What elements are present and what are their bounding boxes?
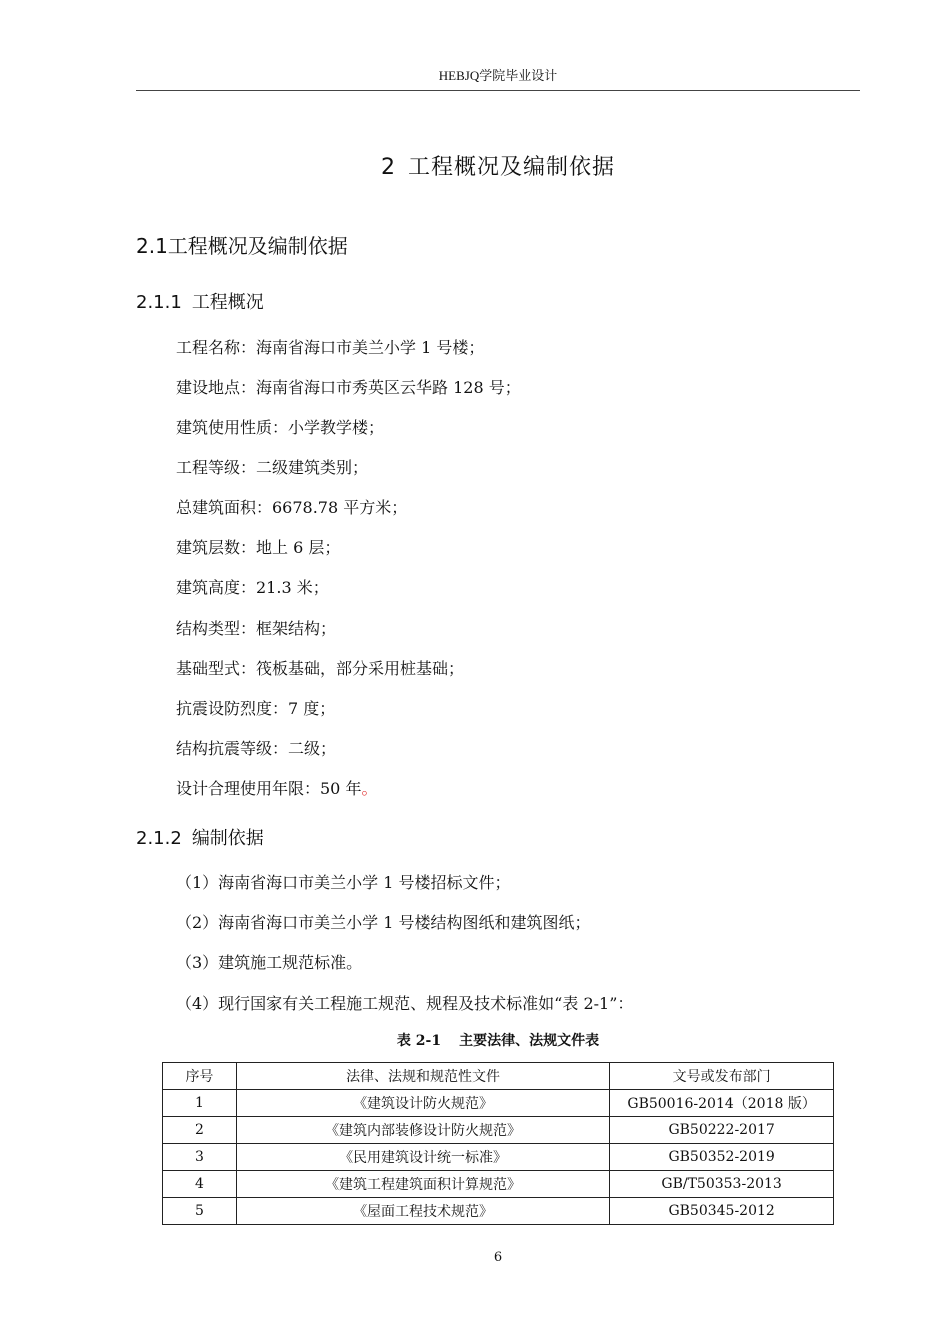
basis-item: （2）海南省海口市美兰小学 1 号楼结构图纸和建筑图纸； (176, 913, 591, 932)
cell-code: GB50352-2019 (610, 1144, 834, 1171)
section-title: 工程概况及编制依据 (167, 234, 348, 258)
overview-item-last (176, 778, 377, 800)
cell-serial: 4 (163, 1171, 237, 1198)
table-row (163, 1171, 834, 1198)
header-serial: 序号 (163, 1063, 237, 1090)
red-period-mark: 。 (361, 779, 378, 798)
section-heading (136, 230, 348, 259)
cell-document: 《屋面工程技术规范》 (236, 1198, 609, 1225)
overview-item: 抗震设防烈度：7 度； (176, 699, 336, 718)
subsection-heading-overview (136, 288, 264, 314)
table-header-row (163, 1063, 834, 1090)
cell-code: GB50222-2017 (610, 1117, 834, 1144)
overview-item: 建筑层数：地上 6 层； (176, 538, 341, 557)
header-code: 文号或发布部门 (610, 1063, 834, 1090)
header-text: HEBJQ学院毕业设计 (438, 68, 558, 83)
subsection-title: 工程概况 (191, 292, 264, 313)
cell-document: 《建筑内部装修设计防火规范》 (236, 1117, 609, 1144)
cell-document: 《民用建筑设计统一标准》 (236, 1144, 609, 1171)
subsection-number: 2.1.1 (136, 292, 182, 313)
table-caption (162, 1030, 834, 1050)
cell-document: 《建筑工程建筑面积计算规范》 (236, 1171, 609, 1198)
subsection-number: 2.1.2 (136, 828, 182, 849)
cell-code: GB50345-2012 (610, 1198, 834, 1225)
chapter-number: 2 (380, 155, 396, 180)
table-row (163, 1117, 834, 1144)
cell-code: GB/T50353-2013 (610, 1171, 834, 1198)
overview-item: 基础型式：筏板基础，部分采用桩基础； (176, 659, 465, 678)
header-document: 法律、法规和规范性文件 (236, 1063, 609, 1090)
overview-item: 总建筑面积：6678.78 平方米； (176, 498, 408, 517)
overview-item: 工程名称：海南省海口市美兰小学 1 号楼； (176, 338, 485, 357)
overview-item: 工程等级：二级建筑类别； (176, 458, 369, 477)
table-caption-number: 表 2-1 (396, 1033, 442, 1049)
basis-item: （3）建筑施工规范标准。 (176, 953, 363, 972)
table-caption-title: 主要法律、法规文件表 (459, 1033, 600, 1049)
page-header (136, 66, 860, 91)
cell-serial: 5 (163, 1198, 237, 1225)
cell-serial: 2 (163, 1117, 237, 1144)
subsection-heading-basis (136, 824, 264, 850)
cell-document: 《建筑设计防火规范》 (236, 1090, 609, 1117)
chapter-title-text: 工程概况及编制依据 (407, 155, 615, 180)
overview-item: 建筑使用性质：小学教学楼； (176, 418, 385, 437)
basis-item: （4）现行国家有关工程施工规范、规程及技术标准如“表 2-1”： (176, 994, 634, 1013)
overview-item: 结构类型：框架结构； (176, 619, 337, 638)
laws-table (162, 1062, 834, 1225)
basis-item: （1）海南省海口市美兰小学 1 号楼招标文件； (176, 873, 511, 892)
table-row (163, 1198, 834, 1225)
section-number: 2.1 (136, 234, 168, 258)
subsection-title: 编制依据 (191, 828, 264, 849)
overview-item: 建设地点：海南省海口市秀英区云华路 128 号； (176, 378, 521, 397)
overview-item-text: 设计合理使用年限：50 年 (176, 779, 362, 798)
page-number: 6 (493, 1250, 503, 1265)
overview-item: 建筑高度：21.3 米； (176, 578, 329, 597)
table-row (163, 1090, 834, 1117)
chapter-title (136, 150, 860, 181)
cell-serial: 3 (163, 1144, 237, 1171)
cell-code: GB50016-2014（2018 版） (610, 1090, 834, 1117)
overview-item: 结构抗震等级：二级； (176, 739, 337, 758)
table-row (163, 1144, 834, 1171)
cell-serial: 1 (163, 1090, 237, 1117)
